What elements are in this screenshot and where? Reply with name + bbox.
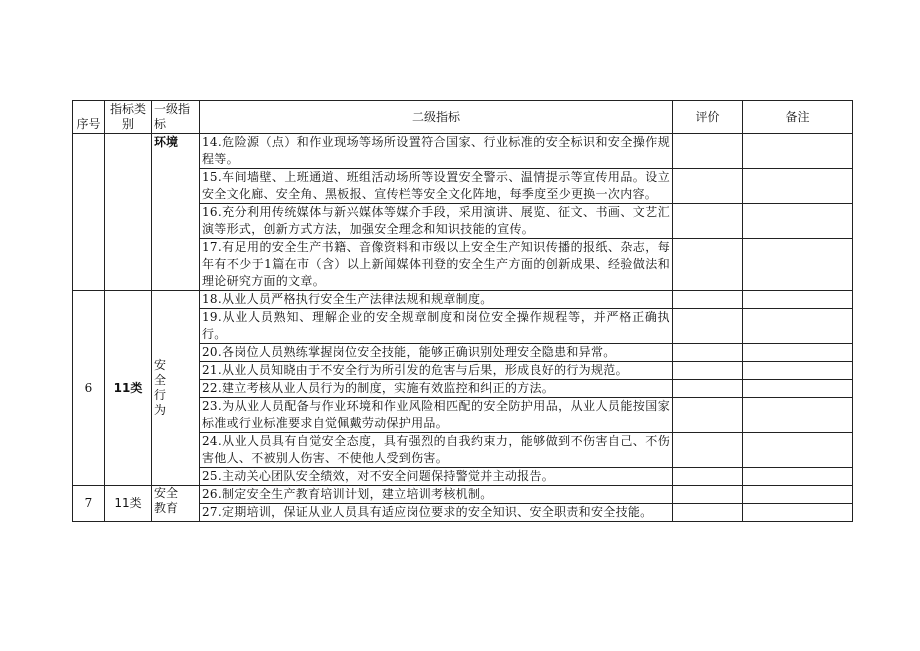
eval-cell[interactable] <box>673 380 743 398</box>
table-row <box>73 134 853 169</box>
header-evaluation: 评价 <box>673 101 743 134</box>
eval-cell[interactable] <box>673 486 743 504</box>
env-level1-cell <box>152 134 200 291</box>
remarks-cell[interactable] <box>743 504 853 522</box>
row7-seq: 7 <box>73 486 105 522</box>
eval-cell[interactable] <box>673 504 743 522</box>
remarks-cell[interactable] <box>743 169 853 204</box>
env-level1: 环境 <box>154 135 179 149</box>
eval-cell[interactable] <box>673 134 743 169</box>
remarks-cell[interactable] <box>743 239 853 291</box>
row7-level1-cell <box>152 486 200 522</box>
item-24: 24.从业人员具有自觉安全态度，具有强烈的自我约束力，能够做到不伤害自己、不伤害他人、不被别人伤害、不使他人受到伤害。 <box>200 433 673 468</box>
remarks-cell[interactable] <box>743 204 853 239</box>
remarks-cell[interactable] <box>743 291 853 309</box>
item-27: 27.定期培训，保证从业人员具有适应岗位要求的安全知识、安全职责和安全技能。 <box>200 504 673 522</box>
row7-category: 11类 <box>105 486 152 522</box>
remarks-cell[interactable] <box>743 344 853 362</box>
row7-level1: 安全教育 <box>154 486 179 515</box>
eval-cell[interactable] <box>673 344 743 362</box>
remarks-cell[interactable] <box>743 380 853 398</box>
eval-cell[interactable] <box>673 398 743 433</box>
item-14: 14.危险源（点）和作业现场等场所设置符合国家、行业标准的安全标识和安全操作规程等。 <box>200 134 673 169</box>
item-25: 25.主动关心团队安全绩效，对不安全问题保持警觉并主动报告。 <box>200 468 673 486</box>
row6-level1-cell <box>152 291 200 486</box>
item-21: 21.从业人员知晓由于不安全行为所引发的危害与后果，形成良好的行为规范。 <box>200 362 673 380</box>
env-seq-cell <box>73 134 105 291</box>
header-level1: 一级指标 <box>152 101 200 134</box>
item-19: 19.从业人员熟知、理解企业的安全规章制度和岗位安全操作规程等，并严格正确执行。 <box>200 309 673 344</box>
remarks-cell[interactable] <box>743 362 853 380</box>
row6-category: 11类 <box>105 291 152 486</box>
remarks-cell[interactable] <box>743 398 853 433</box>
evaluation-table <box>72 100 853 522</box>
item-18: 18.从业人员严格执行安全生产法律法规和规章制度。 <box>200 291 673 309</box>
header-row <box>73 101 853 134</box>
eval-cell[interactable] <box>673 362 743 380</box>
header-level2: 二级指标 <box>200 101 673 134</box>
row6-level1: 安全行为 <box>154 358 167 417</box>
env-category-cell <box>105 134 152 291</box>
table-row <box>73 291 853 309</box>
item-26: 26.制定安全生产教育培训计划，建立培训考核机制。 <box>200 486 673 504</box>
item-23: 23.为从业人员配备与作业环境和作业风险相匹配的安全防护用品，从业人员能按国家标准或行业标准要求自觉佩戴劳动保护用品。 <box>200 398 673 433</box>
header-remarks: 备注 <box>743 101 853 134</box>
item-15: 15.车间墙壁、上班通道、班组活动场所等设置安全警示、温情提示等宣传用品。设立安全文化廊、安全角、黑板报、宣传栏等安全文化阵地，每季度至少更换一次内容。 <box>200 169 673 204</box>
row6-seq: 6 <box>73 291 105 486</box>
eval-cell[interactable] <box>673 169 743 204</box>
remarks-cell[interactable] <box>743 309 853 344</box>
item-17: 17.有足用的安全生产书籍、音像资料和市级以上安全生产知识传播的报纸、杂志，每年有不少于1篇在市（含）以上新闻媒体刊登的安全生产方面的创新成果、经验做法和理论研究方面的文章。 <box>200 239 673 291</box>
item-22: 22.建立考核从业人员行为的制度，实施有效监控和纠正的方法。 <box>200 380 673 398</box>
eval-cell[interactable] <box>673 291 743 309</box>
eval-cell[interactable] <box>673 433 743 468</box>
remarks-cell[interactable] <box>743 486 853 504</box>
eval-cell[interactable] <box>673 309 743 344</box>
remarks-cell[interactable] <box>743 433 853 468</box>
item-16: 16.充分利用传统媒体与新兴媒体等媒介手段，采用演讲、展览、征文、书画、文艺汇演等形式，创新方式方法，加强安全理念和知识技能的宣传。 <box>200 204 673 239</box>
remarks-cell[interactable] <box>743 134 853 169</box>
eval-cell[interactable] <box>673 204 743 239</box>
header-seq: 序号 <box>73 101 105 134</box>
item-20: 20.各岗位人员熟练掌握岗位安全技能，能够正确识别处理安全隐患和异常。 <box>200 344 673 362</box>
remarks-cell[interactable] <box>743 468 853 486</box>
header-category: 指标类别 <box>105 101 152 134</box>
table-row <box>73 486 853 504</box>
eval-cell[interactable] <box>673 239 743 291</box>
eval-cell[interactable] <box>673 468 743 486</box>
